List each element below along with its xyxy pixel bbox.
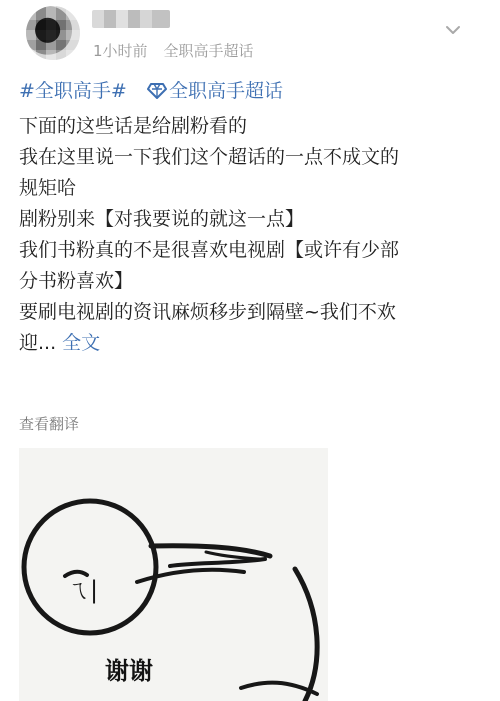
- content-line: 我在这里说一下我们这个超话的一点不成文的: [19, 146, 400, 168]
- content-line: 剧粉别来【对我要说的就这一点】: [19, 208, 305, 230]
- full-text-link[interactable]: 全文: [62, 332, 101, 354]
- content-line: 分书粉喜欢】: [19, 270, 134, 292]
- post-time: 1小时前: [93, 42, 148, 60]
- thank-you-meme-illustration: [19, 448, 328, 701]
- avatar[interactable]: [26, 6, 80, 60]
- truncated-text: 迎...: [19, 332, 57, 354]
- content-last-line: [19, 328, 481, 359]
- thanks-caption: 谢谢: [105, 657, 153, 685]
- source-topic[interactable]: 全职高手超话: [163, 42, 254, 60]
- translate-link[interactable]: 查看翻译: [19, 415, 80, 433]
- post-image[interactable]: [19, 448, 328, 701]
- diamond-icon: [147, 82, 167, 100]
- post-content: [19, 111, 481, 359]
- face-symbol: ㄟ|: [66, 576, 99, 604]
- content-line: 我们书粉真的不是很喜欢电视剧【或许有少部: [19, 239, 400, 261]
- supertopic-label: 全职高手超话: [168, 80, 283, 102]
- post-header: [0, 0, 500, 66]
- supertopic-link[interactable]: [147, 79, 283, 103]
- content-line: 规矩哈: [19, 177, 77, 199]
- content-line: 要刷电视剧的资讯麻烦移步到隔壁~我们不欢: [19, 301, 396, 323]
- hashtag-link[interactable]: #全职高手#: [19, 80, 127, 102]
- chevron-down-icon[interactable]: [445, 22, 461, 38]
- post-meta: [93, 40, 254, 61]
- content-line: 下面的这些话是给剧粉看的: [19, 115, 248, 137]
- blurred-username[interactable]: [92, 10, 170, 28]
- topic-links: [19, 79, 283, 103]
